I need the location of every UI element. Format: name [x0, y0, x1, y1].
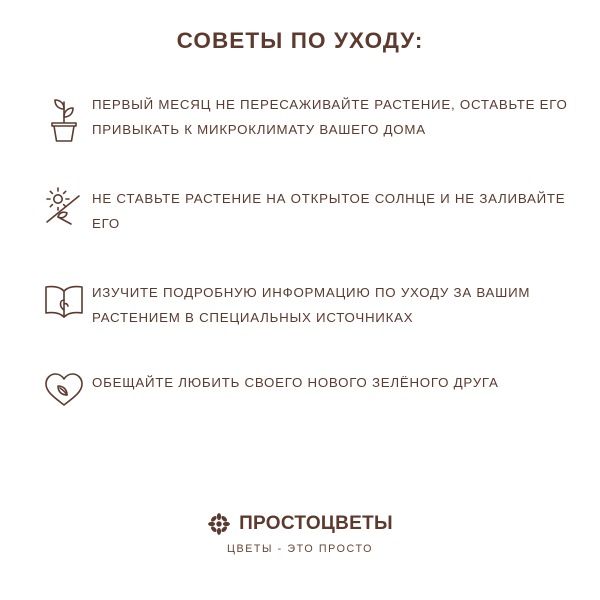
brand-tagline: ЦВЕТЫ - ЭТО ПРОСТО: [226, 543, 374, 555]
potted-plant-icon: [36, 92, 92, 148]
list-item-label: ИЗУЧИТЕ ПОДРОБНУЮ ИНФОРМАЦИЮ ПО УХОДУ ЗА ВАШИМ РАСТЕНИЕМ В СПЕЦИАЛЬНЫХ ИСТОЧНИКАХ: [92, 285, 531, 325]
list-item: [0, 368, 600, 426]
open-book-icon: [36, 280, 92, 336]
flower-logo-icon: [207, 512, 231, 536]
logo-row: [0, 512, 600, 536]
list-item-label: НЕ СТАВЬТЕ РАСТЕНИЕ НА ОТКРЫТОЕ СОЛНЦЕ И НЕ ЗАЛИВАЙТЕ ЕГО: [92, 191, 566, 231]
list-item: [0, 278, 600, 336]
no-direct-sun-icon: [36, 186, 92, 242]
brand-name: ПРОСТОЦВЕТЫ: [239, 513, 393, 534]
heart-with-leaf-icon: [36, 370, 92, 426]
list-item-label: ПЕРВЫЙ МЕСЯЦ НЕ ПЕРЕСАЖИВАЙТЕ РАСТЕНИЕ, ОСТАВЬТЕ ЕГО ПРИВЫКАТЬ К МИКРОКЛИМАТУ ВАШЕГО ДОМА: [92, 97, 568, 137]
page-title: СОВЕТЫ ПО УХОДУ:: [176, 28, 424, 53]
list-item: [0, 90, 600, 148]
footer-logo: [0, 512, 600, 555]
list-item: [0, 184, 600, 242]
tips-list: [0, 84, 600, 426]
list-item-label: ОБЕЩАЙТЕ ЛЮБИТЬ СВОЕГО НОВОГО ЗЕЛЁНОГО ДРУГА: [92, 375, 499, 390]
